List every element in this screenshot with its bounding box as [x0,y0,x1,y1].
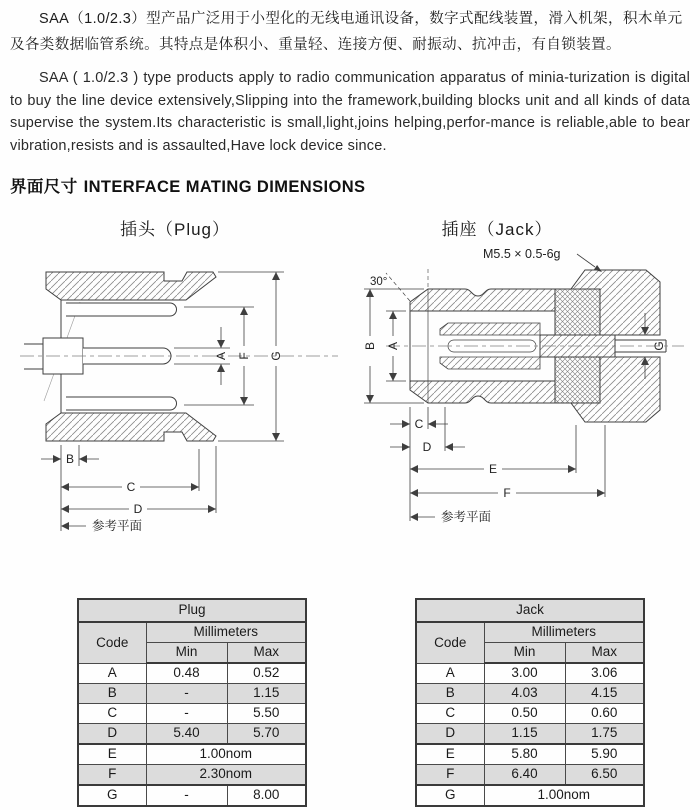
jack-dim-c-label: C [414,417,424,431]
cell-max: 0.60 [565,704,644,724]
plug-dim-f-label: F [237,352,251,360]
table-row [78,704,306,724]
max-header: Max [227,643,306,664]
min-header: Min [146,643,227,664]
jack-thread-label: M5.5 × 0.5-6g [483,247,561,261]
jack-diagram-title: 插座（Jack） [441,220,553,239]
table-row [416,663,644,684]
cell-code: E [416,744,484,765]
code-header: Code [78,622,146,663]
cell-min: - [146,684,227,704]
plug-dim-d-label: D [133,502,143,516]
cell-max: 0.52 [227,663,306,684]
table-row [78,684,306,704]
jack-dim-f-label: F [503,486,511,500]
cell-code: G [78,785,146,806]
plug-body [24,272,216,441]
plug-top-wall [46,272,216,300]
cell-code: G [416,785,484,806]
plug-finger-top [66,303,177,316]
table-row [78,622,306,643]
cell-min: - [146,704,227,724]
plug-table-title: Plug [78,599,306,622]
plug-table [77,598,307,807]
cell-min: 6.40 [484,765,565,786]
cell-max: 5.70 [227,724,306,745]
jack-socket-bottom [440,357,540,369]
cell-min: 0.50 [484,704,565,724]
plug-finger-bottom [66,397,177,410]
cell-min: - [146,785,227,806]
cell-value: 1.00nom [484,785,644,806]
cell-max: 4.15 [565,684,644,704]
jack-insulator-bottom [555,357,600,403]
plug-bottom-wall [46,413,216,441]
plug-ref-plane-label: 参考平面 [92,519,143,533]
section-heading [10,173,700,197]
cell-min: 3.00 [484,663,565,684]
cell-max: 3.06 [565,663,644,684]
jack-dim-d-label: D [422,440,432,454]
code-header: Code [416,622,484,663]
plug-dim-b-label: B [65,452,75,466]
jack-table [415,598,645,807]
table-row [416,599,644,622]
cell-min: 0.48 [146,663,227,684]
jack-barrel-bottom [410,381,555,403]
jack-dim-g-label: G [652,341,666,351]
cell-max: 8.00 [227,785,306,806]
table-row [78,785,306,806]
tables-gap [307,598,415,807]
cell-code: A [78,663,146,684]
cell-code: B [78,684,146,704]
table-row [416,744,644,765]
tables-section [0,598,700,807]
jack-angle-label: 30° [370,276,388,288]
plug-dim-g-label: G [269,351,283,361]
table-row [78,724,306,745]
cell-value: 1.00nom [146,744,306,765]
jack-socket-top [440,323,540,335]
jack-dim-b-label: B [363,341,377,351]
jack-dim-a-label: A [386,341,400,351]
jack-table-title: Jack [416,599,644,622]
cell-code: F [416,765,484,786]
cell-max: 1.75 [565,724,644,745]
table-row [78,744,306,765]
min-header: Min [484,643,565,664]
table-row [78,663,306,684]
section-heading-en: INTERFACE MATING DIMENSIONS [83,178,366,196]
jack-diagram-column [350,199,700,544]
cell-code: E [78,744,146,765]
table-row [78,599,306,622]
plug-diagram [16,239,346,544]
cell-code: C [416,704,484,724]
cell-min: 5.40 [146,724,227,745]
intro-paragraph-zh: SAA（1.0/2.3）型产品广泛用于小型化的无线电通讯设备，数字式配线装置，滑入机架，积木单元及各类数据临管系统。其特点是体积小、重量轻、连接方便、耐振动、抗冲击，有自锁装置。 [10,11,683,53]
diagrams-section [0,199,700,544]
cell-value: 2.30nom [146,765,306,786]
cell-code: A [416,663,484,684]
table-row [78,765,306,786]
cell-code: B [416,684,484,704]
unit-header: Millimeters [484,622,644,643]
jack-dim-e-label: E [488,462,498,476]
cell-min: 1.15 [484,724,565,745]
table-row [416,622,644,643]
table-row [416,704,644,724]
table-row [416,684,644,704]
table-row [416,785,644,806]
cell-code: D [78,724,146,745]
plug-diagram-title: 插头（Plug） [119,220,231,239]
cell-max: 6.50 [565,765,644,786]
max-header: Max [565,643,644,664]
plug-dim-a-label: A [214,351,228,361]
unit-header: Millimeters [146,622,306,643]
jack-diagram [350,239,700,539]
jack-ref-plane-label: 参考平面 [441,510,492,524]
plug-diagram-column [0,199,350,544]
table-row [416,724,644,745]
cell-code: F [78,765,146,786]
cell-code: C [78,704,146,724]
cell-code: D [416,724,484,745]
cell-max: 5.90 [565,744,644,765]
datasheet-page [0,6,700,810]
cell-max: 1.15 [227,684,306,704]
section-heading-zh: 界面尺寸 [10,178,78,196]
plug-dim-c-label: C [126,480,136,494]
cell-min: 4.03 [484,684,565,704]
cell-max: 5.50 [227,704,306,724]
table-row [416,765,644,786]
jack-barrel-top [410,289,555,311]
intro-paragraph-en: SAA ( 1.0/2.3 ) type products apply to radio communication apparatus of minia-turization is digital to buy the line device extensively,Slipping into the framework,building blocks unit and all kinds of data supervise the system.Its characteristic is small,light,joins helping,perfor-mance is reliable,able to bear vibration,resists and is assaulted,Have lock device since. [10,70,690,154]
jack-insulator-top [555,289,600,335]
cell-min: 5.80 [484,744,565,765]
